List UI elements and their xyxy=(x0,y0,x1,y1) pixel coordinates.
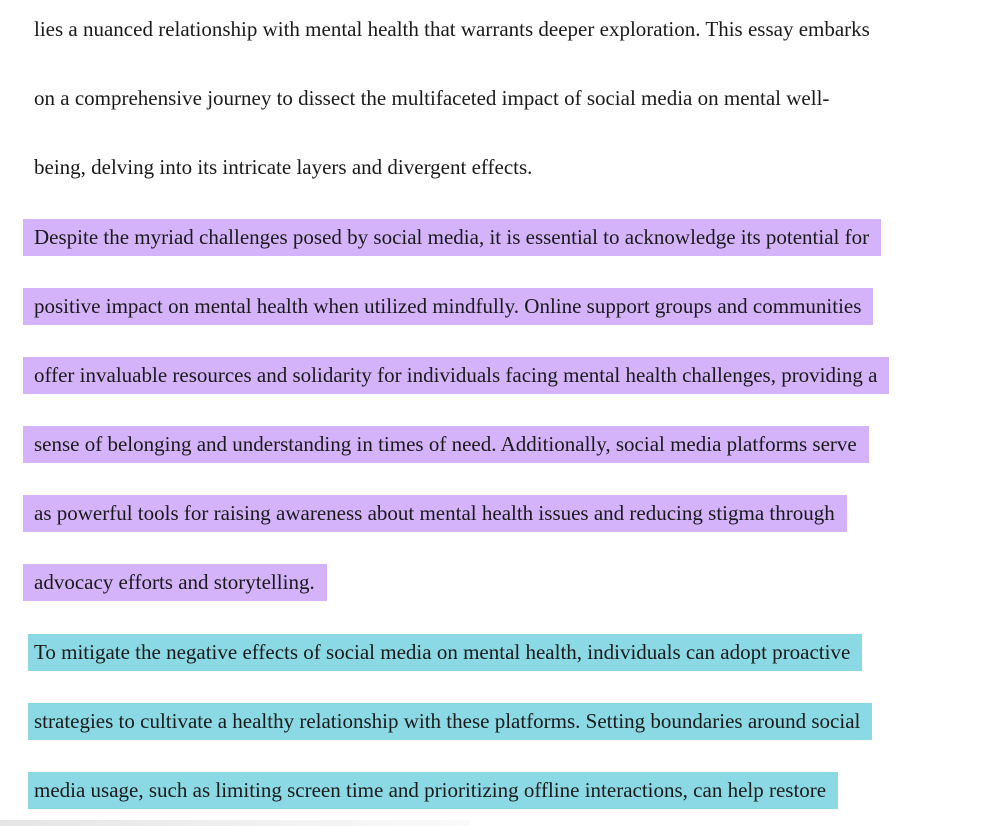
paragraph-2-line-5: as powerful tools for raising awareness about mental health issues and reducing stigma through xyxy=(23,495,847,532)
paragraph-2-line-3: offer invaluable resources and solidarity for individuals facing mental health challenges, providing a xyxy=(23,357,889,394)
paragraph-1-line-3: being, delving into its intricate layers and divergent effects. xyxy=(34,155,533,179)
paragraph-2-line-1: Despite the myriad challenges posed by social media, it is essential to acknowledge its potential for xyxy=(23,219,881,256)
paragraph-3-line-3: media usage, such as limiting screen time and prioritizing offline interactions, can help restore xyxy=(28,772,838,809)
paragraph-1-line-2: on a comprehensive journey to dissect the multifaceted impact of social media on mental well- xyxy=(34,86,830,110)
paragraph-2-line-6: advocacy efforts and storytelling. xyxy=(23,564,327,601)
page-bottom-shadow xyxy=(0,820,470,826)
paragraph-2-line-2: positive impact on mental health when utilized mindfully. Online support groups and communities xyxy=(23,288,873,325)
paragraph-3-line-2: strategies to cultivate a healthy relationship with these platforms. Setting boundaries around social xyxy=(28,703,872,740)
paragraph-1-line-1: lies a nuanced relationship with mental health that warrants deeper exploration. This essay embarks xyxy=(34,17,870,41)
paragraph-2-line-4: sense of belonging and understanding in times of need. Additionally, social media platforms serve xyxy=(23,426,869,463)
paragraph-3-line-1: To mitigate the negative effects of social media on mental health, individuals can adopt proactive xyxy=(28,634,862,671)
